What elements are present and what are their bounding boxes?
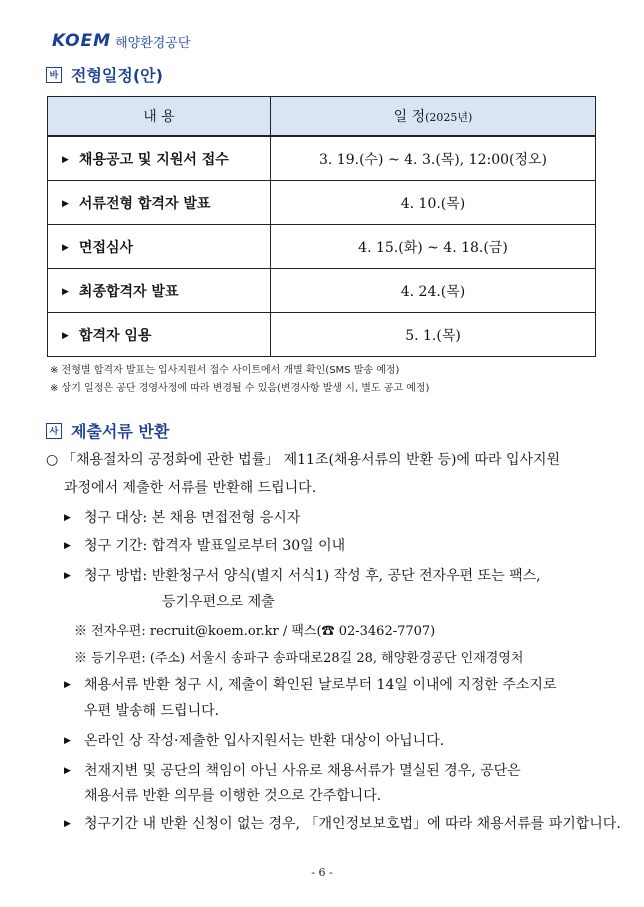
triangle-bullet-icon: ▶ <box>62 286 69 297</box>
intro-line: ○ 「채용절차의 공정화에 관한 법률」 제11조(채용서류의 반환 등)에 따라 입사지원 <box>46 452 561 468</box>
triangle-bullet-icon: ▶ <box>64 736 71 746</box>
table-cell-item <box>48 136 271 181</box>
triangle-bullet-icon: ▶ <box>62 198 69 209</box>
triangle-bullet-icon: ▶ <box>64 571 71 581</box>
column-header-date <box>271 97 596 137</box>
table-cell-date: 5. 1.(목) <box>271 313 596 357</box>
triangle-bullet-icon: ▶ <box>62 154 69 165</box>
schedule-notes <box>50 362 429 398</box>
table-cell-item <box>48 269 271 313</box>
bullet-continuation: 등기우편으로 제출 <box>162 594 275 610</box>
section-heading-schedule <box>46 63 163 86</box>
table-cell-item <box>48 313 271 357</box>
contact-note: ※ 등기우편: (주소) 서울시 송파구 송파대로28길 28, 해양환경공단 인재경영처 <box>74 651 524 666</box>
table-header-row <box>48 97 596 137</box>
table-row <box>48 181 596 225</box>
bullet-item: ▶ 채용서류 반환 청구 시, 제출이 확인된 날로부터 14일 이내에 지정한 주소지로 <box>64 677 557 693</box>
triangle-bullet-icon: ▶ <box>64 680 71 690</box>
item-label: 서류전형 합격자 발표 <box>78 195 211 212</box>
logo-org-name: 해양환경공단 <box>115 35 191 51</box>
table-row <box>48 269 596 313</box>
table-cell-date: 4. 15.(화) ~ 4. 18.(금) <box>271 225 596 269</box>
triangle-bullet-icon: ▶ <box>64 819 71 829</box>
triangle-bullet-icon: ▶ <box>64 541 71 551</box>
table-cell-date: 4. 24.(목) <box>271 269 596 313</box>
column-header-item: 내 용 <box>48 97 271 137</box>
table-cell-date: 3. 19.(수) ~ 4. 3.(목), 12:00(정오) <box>271 136 596 181</box>
bullet-item: ▶ 온라인 상 작성·제출한 입사지원서는 반환 대상이 아닙니다. <box>64 733 445 749</box>
contact-note: ※ 전자우편: recruit@koem.or.kr / 팩스(☎ 02-3462-7707) <box>74 624 436 639</box>
column-header-date-year: (2025년) <box>425 111 473 124</box>
section-marker: 바 <box>46 67 62 83</box>
table-row <box>48 225 596 269</box>
page-number: - 6 - <box>311 866 333 879</box>
bullet-item: ▶ 청구 기간: 합격자 발표일로부터 30일 이내 <box>64 538 346 554</box>
bullet-item: ▶ 청구 대상: 본 채용 면접전형 응시자 <box>64 510 301 526</box>
bullet-item: ▶ 천재지변 및 공단의 책임이 아닌 사유로 채용서류가 멸실된 경우, 공단은 <box>64 763 521 779</box>
bullet-continuation: 채용서류 반환 의무를 이행한 것으로 간주합니다. <box>84 788 382 804</box>
intro-line: 과정에서 제출한 서류를 반환해 드립니다. <box>64 480 317 496</box>
logo-brand: KOEM <box>52 31 112 51</box>
triangle-bullet-icon: ▶ <box>62 242 69 253</box>
koem-logo <box>52 31 190 51</box>
section-heading-document-return <box>46 419 169 442</box>
bullet-continuation: 우편 발송해 드립니다. <box>84 703 220 719</box>
table-cell-date: 4. 10.(목) <box>271 181 596 225</box>
circle-bullet-icon: ○ <box>46 452 59 468</box>
table-row <box>48 313 596 357</box>
bullet-item: ▶ 청구기간 내 반환 신청이 없는 경우, 「개인정보보호법」에 따라 채용서류를 파기합니다. <box>64 816 621 832</box>
table-row <box>48 136 596 181</box>
item-label: 면접심사 <box>78 239 134 256</box>
triangle-bullet-icon: ▶ <box>64 513 71 523</box>
column-header-date-label: 일 정 <box>393 109 426 125</box>
section-marker: 사 <box>46 423 62 439</box>
section-title: 전형일정(안) <box>71 66 163 85</box>
section-title: 제출서류 반환 <box>71 422 170 441</box>
triangle-bullet-icon: ▶ <box>62 330 69 341</box>
schedule-table <box>47 96 596 357</box>
triangle-bullet-icon: ▶ <box>64 766 71 776</box>
note-line: ※ 상기 일정은 공단 경영사정에 따라 변경될 수 있음(변경사항 발생 시, 별도 공고 예정) <box>50 383 430 394</box>
note-line: ※ 전형별 합격자 발표는 입사지원서 접수 사이트에서 개별 확인(SMS 발송 예정) <box>50 365 400 376</box>
bullet-item: ▶ 청구 방법: 반환청구서 양식(별지 서식1) 작성 후, 공단 전자우편 또는 팩스, <box>64 568 541 584</box>
item-label: 최종합격자 발표 <box>78 283 179 300</box>
item-label: 채용공고 및 지원서 접수 <box>78 151 229 168</box>
table-cell-item <box>48 225 271 269</box>
table-cell-item <box>48 181 271 225</box>
item-label: 합격자 임용 <box>78 327 152 344</box>
